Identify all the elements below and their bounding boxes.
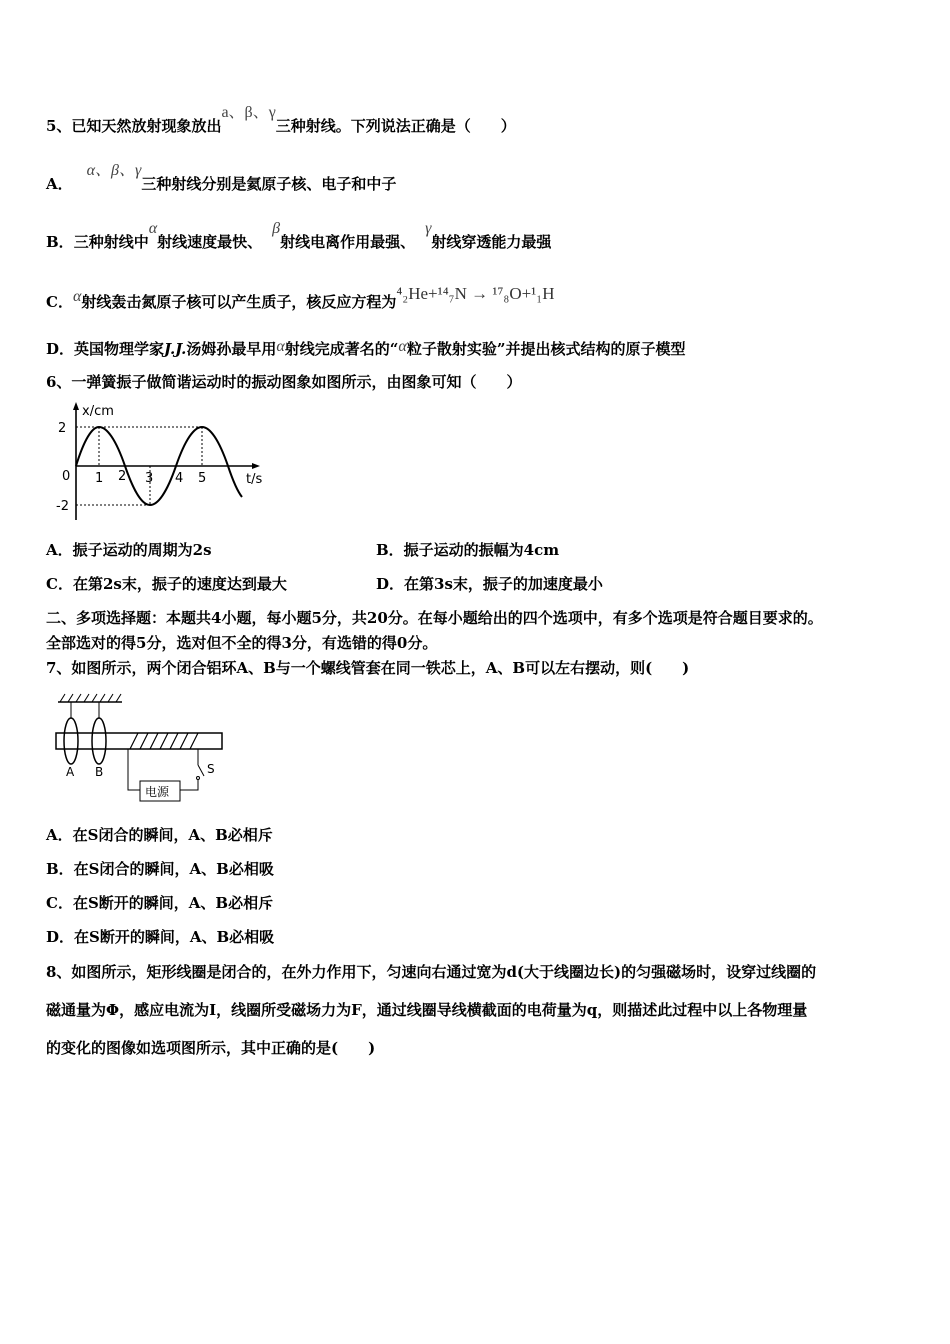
graph-ytick-2: 2 — [58, 421, 67, 436]
q8-line2: 磁通量为Φ，感应电流为I，线圈所受磁场力为F，通过线圈导线横截面的电荷量为q，则描述此过程中以上各物理量 — [46, 1001, 808, 1019]
q5-stem-symbols: a、β、γ — [221, 104, 276, 121]
q5-option-b-text1: 三种射线中 — [73, 233, 149, 251]
q6-vibration-graph — [50, 400, 270, 525]
q5-option-b-beta: β — [272, 220, 281, 237]
switch-s[interactable] — [198, 765, 204, 776]
q7-stem: 7、如图所示，两个闭合铝环A、B与一个螺线管套在同一铁芯上，A、B可以左右摆动，则( ) — [46, 659, 690, 677]
q5-option-b-gamma: γ — [425, 220, 432, 237]
q5-stem-text-b: 三种射线。下列说法正确是（ ） — [275, 117, 516, 135]
q6-options-row2 — [46, 574, 746, 594]
q5-option-b-text3: 射线电离作用最强、 — [280, 233, 416, 251]
q5-option-d-text3: 射线完成著名的“ — [284, 340, 399, 358]
q5-stem — [46, 104, 516, 137]
q7-option-a: A．在S闭合的瞬间，A、B必相斥 — [46, 826, 273, 844]
q5-option-d-alpha: α — [276, 338, 285, 355]
graph-ytick-0: 0 — [62, 469, 71, 484]
q5-option-b-label: B． — [46, 233, 74, 251]
q5-option-a-symbols: α、β、γ — [86, 162, 142, 179]
graph-xtick-1: 1 — [95, 471, 104, 486]
q5-option-a-label: A． — [46, 175, 73, 193]
q7-option-b: B．在S闭合的瞬间，A、B必相吸 — [46, 860, 274, 878]
graph-xtick-4: 4 — [175, 471, 184, 486]
q8-line3: 的变化的图像如选项图所示，其中正确的是( ) — [46, 1039, 376, 1057]
label-switch: S — [207, 762, 215, 776]
q5-option-b-text4: 射线穿透能力最强 — [431, 233, 552, 251]
nuclear-reaction-formula: ⁴₂He+¹⁴₇N → ¹⁷₈O+¹₁H — [396, 284, 555, 303]
q5-option-a — [46, 162, 397, 195]
q6-option-c: C．在第2s末，振子的速度达到最大 — [46, 575, 287, 593]
ceiling-hatch — [60, 694, 121, 702]
graph-y-axis-arrow — [73, 402, 79, 410]
section2-line1: 二、多项选择题：本题共4小题，每小题5分，共20分。在每小题给出的四个选项中，有多个选项是符合题目要求的。 — [46, 609, 823, 627]
q5-stem-text-a: 5、已知天然放射现象放出 — [46, 117, 222, 135]
q5-option-c-text: 射线轰击氮原子核可以产生质子，核反应方程为 — [81, 293, 397, 311]
q5-option-a-text: 三种射线分别是氦原子核、电子和中子 — [141, 175, 397, 193]
label-ring-a: A — [66, 765, 75, 779]
q7-option-c: C．在S断开的瞬间，A、B必相斥 — [46, 894, 274, 912]
q5-option-b-text2: 射线速度最快、 — [157, 233, 263, 251]
wire-left — [128, 749, 140, 790]
q6-options-row1 — [46, 540, 746, 560]
q7-solenoid-figure — [50, 690, 230, 810]
q5-option-d-name: J.J. — [164, 340, 187, 358]
label-ring-b: B — [95, 765, 104, 779]
label-power: 电源 — [145, 785, 170, 799]
q5-option-d-label: D． — [46, 340, 75, 358]
q6-option-b: B．振子运动的振幅为4cm — [376, 541, 560, 559]
graph-xtick-5: 5 — [198, 471, 207, 486]
q6-option-d: D．在第3s末，振子的加速度最小 — [376, 575, 603, 593]
q5-option-d-text2: 汤姆孙最早用 — [186, 340, 277, 358]
q5-option-c-label: C． — [46, 293, 73, 311]
section2-line2: 全部选对的得5分，选对但不全的得3分，有选错的得0分。 — [46, 634, 438, 652]
q5-option-c — [46, 284, 555, 313]
q7-option-d: D．在S断开的瞬间，A、B必相吸 — [46, 928, 275, 946]
graph-xlabel: t/s — [246, 472, 263, 487]
graph-x-axis-arrow — [252, 463, 260, 469]
q6-option-a: A．振子运动的周期为2s — [46, 541, 212, 559]
q5-option-d-text1: 英国物理学家 — [74, 340, 165, 358]
graph-xtick-2: 2 — [118, 469, 127, 484]
wire-bottom-right — [180, 779, 198, 790]
q5-option-c-alpha: α — [72, 288, 82, 305]
graph-xtick-3: 3 — [145, 471, 154, 486]
q8-line1: 8、如图所示，矩形线圈是闭合的，在外力作用下，匀速向右通过宽为d(大于线圈边长)的匀强磁场时，设穿过线圈的 — [46, 963, 817, 981]
q5-option-d-alpha2: α — [398, 338, 407, 355]
graph-ytick-neg2: -2 — [56, 499, 69, 514]
q5-option-d-text4: 粒子散射实验”并提出核式结构的原子模型 — [406, 340, 686, 358]
graph-ylabel: x/cm — [82, 404, 114, 419]
q5-option-d — [46, 339, 685, 360]
q5-option-b — [46, 220, 552, 253]
q5-option-b-alpha: α — [148, 220, 158, 237]
q6-stem: 6、一弹簧振子做简谐运动时的振动图象如图所示，由图象可知（ ） — [46, 373, 522, 391]
